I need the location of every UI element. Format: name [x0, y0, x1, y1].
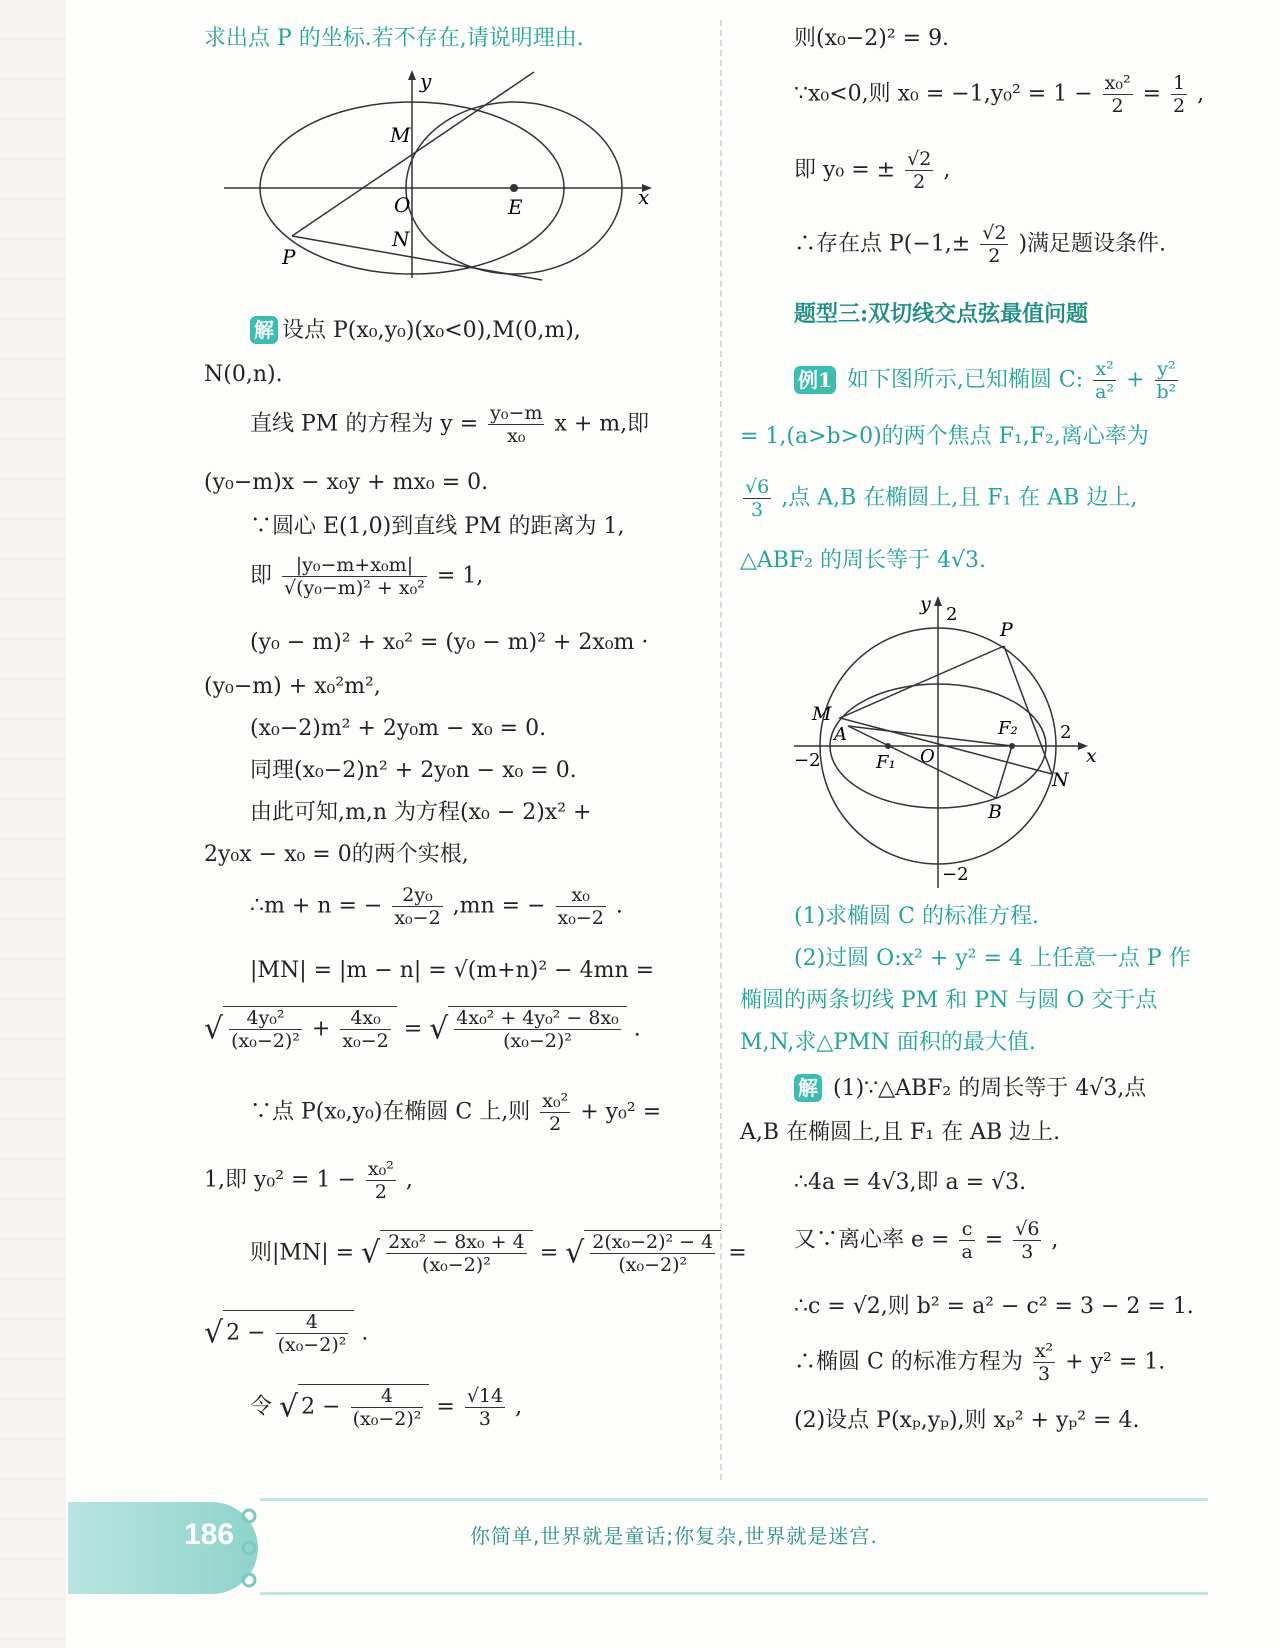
text-line: +	[1126, 367, 1145, 393]
text-line: ∵x₀<0,则 x₀ = −1,y₀² = 1 −	[794, 81, 1093, 107]
fraction: $\frac{\text{2y₀}}{\text{x₀−2}}$	[394, 884, 441, 929]
text-line: 即 y₀ = ±	[794, 157, 896, 183]
fraction: $\frac{\text{y²}}{\text{b²}}$	[1156, 358, 1177, 403]
text-line: 令	[250, 1394, 273, 1420]
text-line: ∴c = √2,则 b² = a² − c² = 3 − 2 = 1.	[794, 1294, 1194, 1319]
fig2-tick-left: −2	[794, 750, 821, 771]
text-line: +	[311, 1016, 331, 1042]
text-line: = 1,(a>b>0)的两个焦点 F₁,F₂,离心率为	[740, 424, 1149, 449]
question-1: (1)求椭圆 C 的标准方程.	[794, 904, 1039, 929]
text-line: ∴m + n = −	[250, 893, 383, 919]
fraction: $\frac{√6}{3}$	[1015, 1218, 1040, 1263]
text-line: = 1,	[436, 563, 484, 589]
fraction: $\frac{\text{x₀²}}{2}$	[1104, 72, 1131, 117]
fraction: $\frac{√14}{3}$	[466, 1385, 504, 1430]
fig2-F2-label: F₂	[998, 718, 1018, 739]
fig2-tick-right: 2	[1060, 722, 1072, 743]
fraction: $\frac{√2}{2}$	[982, 222, 1007, 267]
text-line: 则(x₀−2)² = 9.	[794, 26, 950, 51]
text-line: (y₀−m) + x₀²m²,	[204, 674, 381, 699]
fraction: $\frac{\text{x₀²}}{2}$	[367, 1158, 394, 1203]
footer-quote: 你简单,世界就是童话;你复杂,世界就是迷宫.	[470, 1524, 878, 1548]
fig1-y-label: y	[420, 69, 432, 93]
text-line: M,N,求△PMN 面积的最大值.	[740, 1030, 1036, 1055]
text-line: ,mn = −	[452, 893, 546, 919]
text-line: ,	[405, 1167, 413, 1193]
footer-rule-bottom	[260, 1592, 1208, 1595]
fig1-M-label: M	[390, 123, 411, 147]
text-line: 2 −	[226, 1320, 266, 1346]
text-line: 同理(x₀−2)n² + 2y₀n − x₀ = 0.	[250, 758, 577, 783]
fig2-tick-top: 2	[946, 604, 958, 625]
text-line: ,	[1197, 81, 1205, 107]
fig2-x-label: x	[1086, 745, 1097, 767]
fig2-y-label: y	[920, 593, 931, 615]
text-line: ,	[943, 157, 951, 183]
text-line: =	[436, 1394, 455, 1420]
text-line: ∴4a = 4√3,即 a = √3.	[794, 1170, 1027, 1195]
text-line: ∴存在点 P(−1,±	[794, 231, 971, 257]
fraction: $\frac{\text{4y₀²}}{\text{(x₀−2)²}}$	[231, 1007, 300, 1052]
fraction: $\frac{\text{x₀²}}{2}$	[542, 1090, 569, 1135]
text-line: + y² = 1.	[1065, 1349, 1166, 1375]
fig1-P-label: P	[282, 245, 296, 269]
fig2-B-label: B	[988, 801, 1002, 823]
text-line: ∵点 P(x₀,y₀)在椭圆 C 上,则	[250, 1099, 531, 1125]
text-line: (y₀−m)x − x₀y + mx₀ = 0.	[204, 470, 489, 495]
text-line: (2)设点 P(xₚ,yₚ),则 xₚ² + yₚ² = 4.	[794, 1408, 1140, 1433]
section-heading: 题型三:双切线交点弦最值问题	[794, 301, 1089, 327]
text-line: .	[361, 1320, 369, 1346]
fraction: $\frac{c}{a}$	[961, 1218, 973, 1263]
text-line: x + m,即	[554, 411, 650, 437]
fig2-N-label: N	[1052, 769, 1069, 791]
fig1-x-label: x	[638, 185, 650, 209]
text-line: 由此可知,m,n 为方程(x₀ − 2)x² +	[250, 800, 592, 825]
fig1-N-label: N	[392, 227, 410, 251]
text-line: N(0,n).	[204, 362, 283, 387]
fraction: $\frac{\text{2(x₀−2)² − 4}}{\text{(x₀−2)²}}$	[592, 1231, 714, 1276]
fraction: $\frac{\text{x²}}{3}$	[1034, 1340, 1054, 1385]
text-line: 2 −	[301, 1394, 341, 1420]
text-line: |MN| = |m − n| = √(m+n)² − 4mn =	[250, 958, 655, 983]
page-edge	[0, 0, 66, 1648]
text-line: ,	[1051, 1227, 1059, 1253]
text-line: ∴椭圆 C 的标准方程为	[794, 1349, 1023, 1375]
text-line: 1,即 y₀² = 1 −	[204, 1167, 356, 1193]
text-line: ,	[515, 1394, 523, 1420]
example-badge: 例1	[794, 366, 836, 394]
spiral-binding-icon	[238, 1500, 260, 1596]
page-number: 186	[184, 1518, 235, 1551]
text-line: =	[1142, 81, 1162, 107]
fig1-O-label: O	[394, 193, 411, 217]
fraction: $\frac{\text{4x₀}}{\text{x₀−2}}$	[342, 1007, 389, 1052]
text-line: =	[403, 1016, 423, 1042]
footer-rule-top	[260, 1498, 1208, 1501]
text-line: (y₀ − m)² + x₀² = (y₀ − m)² + 2x₀m ·	[250, 630, 649, 655]
question-2: (2)过圆 O:x² + y² = 4 上任意一点 P 作	[794, 946, 1191, 971]
fig2-A-label: A	[834, 724, 847, 745]
fig2-F1-label: F₁	[876, 752, 896, 773]
fraction: $\frac{4}{\text{(x₀−2)²}}$	[352, 1385, 422, 1430]
text-line: + y₀² =	[580, 1099, 662, 1125]
text-line: (x₀−2)m² + 2y₀m − x₀ = 0.	[250, 716, 547, 741]
text-line: ,点 A,B 在椭圆上,且 F₁ 在 AB 边上,	[781, 485, 1138, 511]
text-line: 则|MN| =	[250, 1240, 355, 1266]
text-line: 如下图所示,已知椭圆 C:	[846, 367, 1084, 393]
solution-badge: 解	[250, 316, 278, 344]
text-line: 即	[250, 563, 273, 589]
fig2-O-label: O	[920, 746, 935, 767]
fraction: $\frac{4}{\text{(x₀−2)²}}$	[277, 1311, 347, 1356]
fraction: $\frac{\text{2x₀² − 8x₀ + 4}}{\text{(x₀−2)²}}$	[388, 1231, 525, 1276]
text-line: .	[615, 893, 623, 919]
fraction: $\frac{\text{x₀}}{\text{x₀−2}}$	[557, 884, 604, 929]
fraction: $\frac{\text{x²}}{\text{a²}}$	[1095, 358, 1115, 403]
text-line: A,B 在椭圆上,且 F₁ 在 AB 边上.	[740, 1120, 1061, 1145]
text-line: 椭圆的两条切线 PM 和 PN 与圆 O 交于点	[740, 988, 1158, 1013]
text-line: =	[728, 1240, 747, 1266]
text-line: △ABF₂ 的周长等于 4√3.	[740, 548, 987, 573]
text-line: 又∵离心率 e =	[794, 1227, 950, 1253]
fraction: $\frac{1}{2}$	[1173, 72, 1186, 117]
text-line: (1)∵△ABF₂ 的周长等于 4√3,点	[833, 1076, 1147, 1101]
text-line: 2y₀x − x₀ = 0的两个实根,	[204, 842, 469, 867]
fig2-M-label: M	[812, 703, 832, 725]
fig2-tick-bottom: −2	[942, 864, 969, 885]
text-line: ∵圆心 E(1,0)到直线 PM 的距离为 1,	[250, 514, 625, 539]
text-line: 直线 PM 的方程为 y =	[250, 411, 479, 437]
fraction: $\frac{\text{y₀−m}}{\text{x₀}}$	[490, 402, 543, 447]
fig1-E-label: E	[508, 195, 523, 219]
fraction: $\frac{√2}{2}$	[907, 148, 932, 193]
text-line: =	[539, 1240, 559, 1266]
fraction: $\frac{\text{4x₀² + 4y₀² − 8x₀}}{\text{(x₀−2)²}}$	[456, 1007, 619, 1052]
fig2-P-label: P	[1000, 619, 1013, 641]
problem-tail: 求出点 P 的坐标.若不存在,请说明理由.	[204, 26, 584, 51]
figure-ellipse-circle	[224, 66, 674, 286]
figure-circle-ellipse	[790, 590, 1110, 890]
solution-badge: 解	[794, 1074, 822, 1102]
fraction: $\frac{\text{|y₀−m+x₀m|}}{\text{√(y₀−m)² + x₀²}}$	[284, 554, 425, 599]
text-line: 设点 P(x₀,y₀)(x₀<0),M(0,m),	[282, 318, 581, 343]
fraction: $\frac{√6}{3}$	[745, 476, 770, 521]
text-line: .	[633, 1016, 641, 1042]
text-line: =	[984, 1227, 1004, 1253]
text-line: )满足题设条件.	[1018, 231, 1167, 257]
